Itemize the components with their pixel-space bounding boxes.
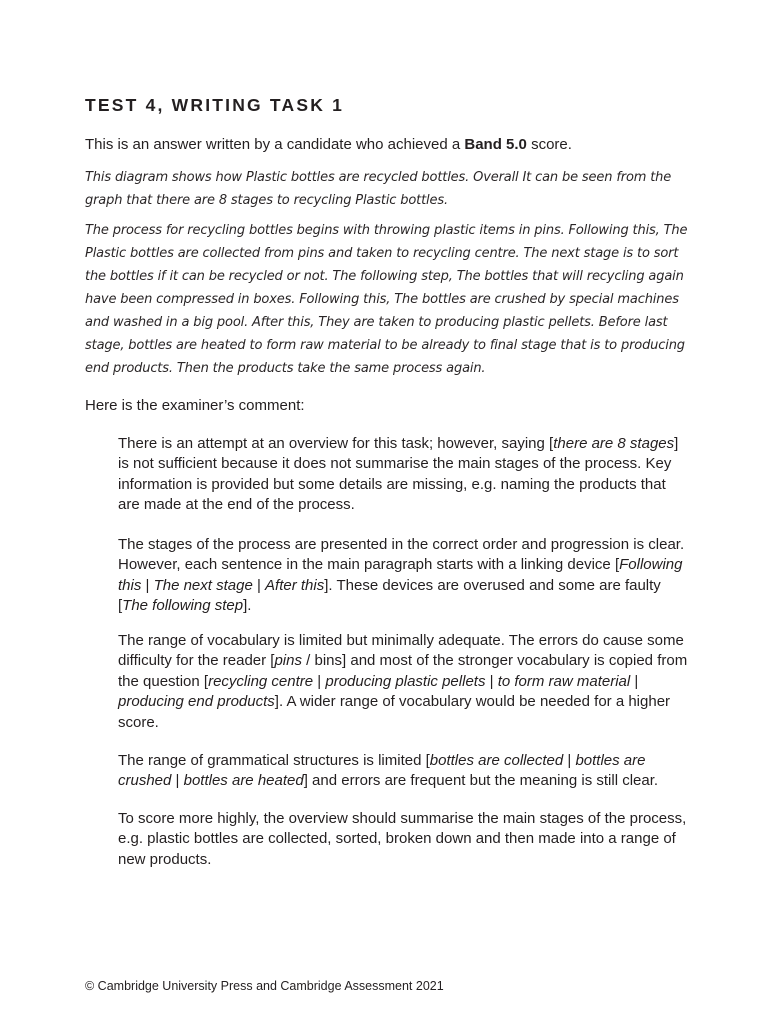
comment-quote: The following step (122, 597, 244, 615)
comment-text: ] and errors are frequent but the meaning is still clear. (303, 772, 659, 790)
comment-text: ]. (243, 597, 252, 615)
comment-text: / bins] and most of the stronger vocabulary is copied from the question [ (118, 652, 688, 690)
intro-text (85, 136, 705, 153)
comment-text: | (313, 672, 326, 690)
examiner-comment-grammar (118, 751, 688, 792)
comment-quote: producing end products (118, 693, 275, 711)
examiner-comment-coherence (118, 535, 688, 617)
comment-quote: recycling centre (208, 672, 314, 690)
comment-text: ] is not sufficient because it does not summarise the main stages of the process. Key information is provided but some details are missing, e.g. naming the products that are made at the end of the process. (118, 435, 679, 514)
comment-text: ]. A wider range of vocabulary would be needed for a higher score. (118, 693, 671, 731)
comment-text: | (485, 672, 498, 690)
comment-text: | (630, 672, 639, 690)
band-score: Band 5.0 (464, 136, 527, 153)
comment-quote: pins (274, 652, 302, 670)
comment-text: The range of vocabulary is limited but minimally adequate. The errors do cause some difficulty for the reader [ (118, 632, 684, 670)
examiner-comment-vocabulary (118, 631, 688, 733)
candidate-answer-paragraph-1: This diagram shows how Plastic bottles are recycled bottles. Overall It can be seen from the graph that there are 8 stages to recycling Plastic bottles. (85, 170, 672, 208)
comment-quote: bottles are heated (183, 772, 304, 790)
examiner-comment-overview (118, 434, 688, 516)
comment-text: | (252, 576, 266, 594)
comment-text: The stages of the process are presented in the correct order and progression is clear. However, each sentence in the main paragraph starts with a linking device [ (118, 536, 685, 574)
examiner-intro: Here is the examiner’s comment: (85, 397, 305, 414)
comment-text: | (141, 576, 154, 594)
intro-text-after: score. (526, 136, 572, 153)
comment-text: To score more highly, the overview should summarise the main stages of the process, e.g. plastic bottles are collected, sorted, broken down and then made into a range of new products. (118, 810, 687, 868)
comment-quote: Following this (118, 556, 683, 594)
comment-text: ]. These devices are overused and some are faulty [ (118, 576, 661, 615)
comment-quote: there are 8 stages (553, 435, 675, 452)
intro-text-before: This is an answer written by a candidate who achieved a (85, 136, 465, 153)
comment-quote: producing plastic pellets (325, 672, 486, 690)
comment-quote: bottles are crushed (118, 752, 646, 790)
comment-quote: The next stage (153, 576, 253, 594)
comment-quote: bottles are collected (429, 752, 564, 769)
candidate-answer-paragraph-2: The process for recycling bottles begins with throwing plastic items in pins. Following this, The Plastic bottles are collected from pins and taken to recycling centre. The next stage is to sort the bottles if it can be recycled or not. The following step, The bottles that will recycling again have been compressed in boxes. Following this, The bottles are crushed by special machines and washed in a big pool. After this, They are taken to producing plastic pellets. Before last stage, bottles are heated to form raw material to be already to final stage that is to producing end products. Then the products take the same process again. (85, 223, 688, 376)
page-title: TEST 4, WRITING TASK 1 (85, 95, 345, 115)
comment-text: | (171, 772, 184, 790)
comment-quote: After this (265, 576, 325, 594)
comment-text: There is an attempt at an overview for this task; however, saying [ (118, 435, 554, 452)
comment-text: The range of grammatical structures is limited [ (118, 752, 430, 769)
comment-text: | (563, 752, 576, 769)
copyright-footer: © Cambridge University Press and Cambridge Assessment 2021 (85, 979, 444, 993)
examiner-comment-advice (118, 809, 688, 870)
comment-quote: to form raw material (497, 672, 631, 690)
